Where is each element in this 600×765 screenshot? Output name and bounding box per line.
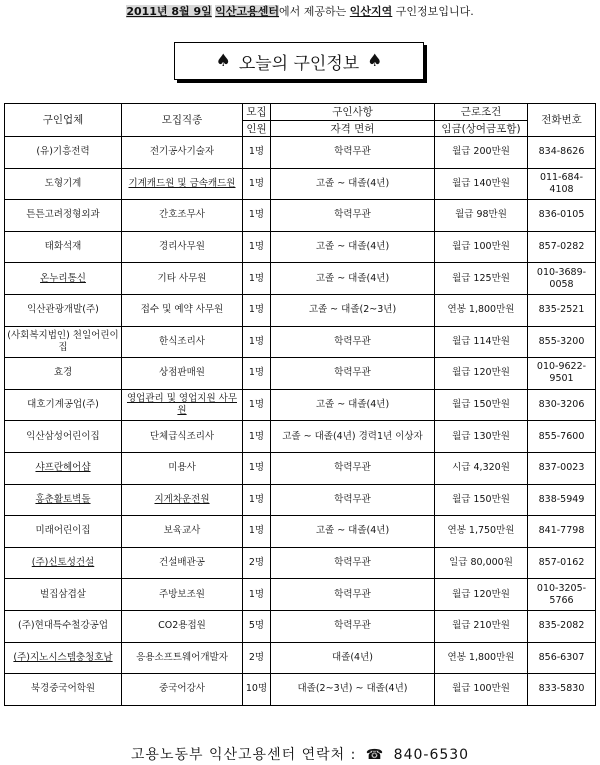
requirements-cell: 학력무관 — [271, 547, 435, 579]
wage-cell: 월급 100만원 — [435, 674, 528, 706]
phone-cell: 833-5830 — [528, 674, 596, 706]
requirements-cell: 학력무관 — [271, 610, 435, 642]
job-cell: 접수 및 예약 사무원 — [122, 294, 243, 326]
header-count-top: 모집 — [243, 104, 271, 121]
table-row — [5, 358, 596, 390]
phone-cell: 837-0023 — [528, 452, 596, 484]
requirements-cell: 학력무관 — [271, 137, 435, 169]
job-cell: 건설배관공 — [122, 547, 243, 579]
phone-cell: 855-3200 — [528, 326, 596, 358]
company-cell: 온누리통신 — [5, 263, 122, 295]
job-cell: 단체급식조리사 — [122, 421, 243, 453]
phone-cell: 841-7798 — [528, 516, 596, 548]
table-row — [5, 610, 596, 642]
wage-cell: 월급 120만원 — [435, 358, 528, 390]
requirements-cell: 고졸 ~ 대졸(4년) 경력1년 이상자 — [271, 421, 435, 453]
header-job: 모집직종 — [122, 104, 243, 137]
header-requirements-bottom: 자격 면허 — [271, 121, 435, 137]
company-cell: (유)기흥전력 — [5, 137, 122, 169]
header-text-mid: 에서 제공하는 — [279, 5, 350, 18]
table-row — [5, 516, 596, 548]
wage-cell: 월급 114만원 — [435, 326, 528, 358]
phone-cell: 835-2082 — [528, 610, 596, 642]
wage-cell: 월급 140만원 — [435, 168, 528, 200]
company-cell: 벌집삼겹살 — [5, 579, 122, 611]
wage-cell: 월급 130만원 — [435, 421, 528, 453]
header-company: 구인업체 — [5, 104, 122, 137]
count-cell: 1명 — [243, 326, 271, 358]
header-phone: 전화번호 — [528, 104, 596, 137]
count-cell: 2명 — [243, 642, 271, 674]
job-cell: 주방보조원 — [122, 579, 243, 611]
phone-cell: 830-3206 — [528, 389, 596, 421]
count-cell: 1명 — [243, 484, 271, 516]
company-cell: 대호기계공업(주) — [5, 389, 122, 421]
requirements-cell: 학력무관 — [271, 579, 435, 611]
wage-cell: 월급 210만원 — [435, 610, 528, 642]
count-cell: 1명 — [243, 452, 271, 484]
table-row — [5, 484, 596, 516]
requirements-cell: 학력무관 — [271, 452, 435, 484]
wage-cell: 월급 150만원 — [435, 389, 528, 421]
footer-phone: 840-6530 — [393, 747, 470, 763]
phone-cell: 010-3689-0058 — [528, 263, 596, 295]
table-row — [5, 674, 596, 706]
count-cell: 5명 — [243, 610, 271, 642]
phone-cell: 010-3205-5766 — [528, 579, 596, 611]
wage-cell: 월급 125만원 — [435, 263, 528, 295]
count-cell: 2명 — [243, 547, 271, 579]
count-cell: 1명 — [243, 389, 271, 421]
requirements-cell: 학력무관 — [271, 326, 435, 358]
company-cell: 홍춘활토벽돌 — [5, 484, 122, 516]
job-cell: 기타 사무원 — [122, 263, 243, 295]
requirements-cell: 학력무관 — [271, 358, 435, 390]
wage-cell: 연봉 1,800만원 — [435, 642, 528, 674]
job-cell: 영업관리 및 영업지원 사무원 — [122, 389, 243, 421]
company-cell: (주)현대특수철강공업 — [5, 610, 122, 642]
company-cell: 익산관광개발(주) — [5, 294, 122, 326]
wage-cell: 월급 150만원 — [435, 484, 528, 516]
requirements-cell: 고졸 ~ 대졸(4년) — [271, 263, 435, 295]
header-date: 2011년 8월 9일 — [126, 5, 212, 18]
table-row — [5, 137, 596, 169]
requirements-cell: 고졸 ~ 대졸(4년) — [271, 231, 435, 263]
count-cell: 1명 — [243, 579, 271, 611]
job-rows — [5, 137, 596, 706]
header-region: 익산지역 — [349, 5, 393, 18]
requirements-cell: 고졸 ~ 대졸(4년) — [271, 389, 435, 421]
wage-cell: 연봉 1,800만원 — [435, 294, 528, 326]
table-row — [5, 579, 596, 611]
footer-contact — [0, 744, 600, 764]
phone-cell: 010-9622-9501 — [528, 358, 596, 390]
header-org: 익산고용센터 — [215, 5, 280, 18]
phone-cell: 857-0282 — [528, 231, 596, 263]
company-cell: 튼튼고려정형외과 — [5, 200, 122, 232]
table-row — [5, 421, 596, 453]
count-cell: 1명 — [243, 200, 271, 232]
table-row — [5, 389, 596, 421]
table-row — [5, 452, 596, 484]
phone-cell: 835-2521 — [528, 294, 596, 326]
wage-cell: 월급 100만원 — [435, 231, 528, 263]
header-conditions-bottom: 임금(상여금포함) — [435, 121, 528, 137]
table-row — [5, 263, 596, 295]
count-cell: 10명 — [243, 674, 271, 706]
table-row — [5, 547, 596, 579]
requirements-cell: 대졸(2~3년) ~ 대졸(4년) — [271, 674, 435, 706]
footer-text: 고용노동부 익산고용센터 연락처 : — [130, 747, 357, 763]
table-row — [5, 294, 596, 326]
wage-cell: 월급 98만원 — [435, 200, 528, 232]
count-cell: 1명 — [243, 421, 271, 453]
count-cell: 1명 — [243, 294, 271, 326]
wage-cell: 연봉 1,750만원 — [435, 516, 528, 548]
company-cell: 미래어린이집 — [5, 516, 122, 548]
company-cell: 태화석재 — [5, 231, 122, 263]
company-cell: 익산삼성어린이집 — [5, 421, 122, 453]
spade-icon-right: ♠ — [367, 51, 383, 71]
requirements-cell: 고졸 ~ 대졸(2~3년) — [271, 294, 435, 326]
wage-cell: 월급 120만원 — [435, 579, 528, 611]
phone-cell: 838-5949 — [528, 484, 596, 516]
company-cell: (사회복지법인) 천일어린이집 — [5, 326, 122, 358]
count-cell: 1명 — [243, 231, 271, 263]
page-title-box — [174, 42, 424, 80]
job-cell: 상점판매원 — [122, 358, 243, 390]
job-cell: CO2용접원 — [122, 610, 243, 642]
count-cell: 1명 — [243, 137, 271, 169]
phone-cell: 857-0162 — [528, 547, 596, 579]
job-cell: 보육교사 — [122, 516, 243, 548]
requirements-cell: 고졸 ~ 대졸(4년) — [271, 516, 435, 548]
company-cell: 효경 — [5, 358, 122, 390]
wage-cell: 일급 80,000원 — [435, 547, 528, 579]
page-title: 오늘의 구인정보 — [238, 53, 360, 74]
requirements-cell: 학력무관 — [271, 484, 435, 516]
requirements-cell: 학력무관 — [271, 200, 435, 232]
wage-cell: 시급 4,320원 — [435, 452, 528, 484]
table-row — [5, 642, 596, 674]
phone-cell: 011-684-4108 — [528, 168, 596, 200]
header-text-end: 구인정보입니다. — [392, 5, 474, 18]
header-conditions-top: 근로조건 — [435, 104, 528, 121]
company-cell: (주)신토성건설 — [5, 547, 122, 579]
job-listings-table — [4, 103, 596, 706]
job-cell: 미용사 — [122, 452, 243, 484]
job-cell: 간호조무사 — [122, 200, 243, 232]
header-count-bottom: 인원 — [243, 121, 271, 137]
phone-cell: 834-8626 — [528, 137, 596, 169]
company-cell: (주)지노시스템충청호남 — [5, 642, 122, 674]
job-cell: 경리사무원 — [122, 231, 243, 263]
phone-cell: 856-6307 — [528, 642, 596, 674]
header-note — [0, 3, 600, 19]
table-row — [5, 200, 596, 232]
job-cell: 기계캐드원 및 금속캐드원 — [122, 168, 243, 200]
table-row — [5, 231, 596, 263]
job-cell: 응용소프트웨어개발자 — [122, 642, 243, 674]
table-row — [5, 168, 596, 200]
count-cell: 1명 — [243, 358, 271, 390]
requirements-cell: 고졸 ~ 대졸(4년) — [271, 168, 435, 200]
job-cell: 지게차운전원 — [122, 484, 243, 516]
company-cell: 도형기계 — [5, 168, 122, 200]
table-row — [5, 326, 596, 358]
company-cell: 북경중국어학원 — [5, 674, 122, 706]
company-cell: 샤프란헤어샵 — [5, 452, 122, 484]
spade-icon-left: ♠ — [215, 51, 231, 71]
phone-cell: 836-0105 — [528, 200, 596, 232]
job-cell: 전기공사기술자 — [122, 137, 243, 169]
count-cell: 1명 — [243, 168, 271, 200]
requirements-cell: 대졸(4년) — [271, 642, 435, 674]
job-cell: 한식조리사 — [122, 326, 243, 358]
count-cell: 1명 — [243, 516, 271, 548]
header-requirements-top: 구인사항 — [271, 104, 435, 121]
job-cell: 중국어강사 — [122, 674, 243, 706]
phone-icon: ☎ — [365, 747, 385, 763]
wage-cell: 월급 200만원 — [435, 137, 528, 169]
phone-cell: 855-7600 — [528, 421, 596, 453]
count-cell: 1명 — [243, 263, 271, 295]
